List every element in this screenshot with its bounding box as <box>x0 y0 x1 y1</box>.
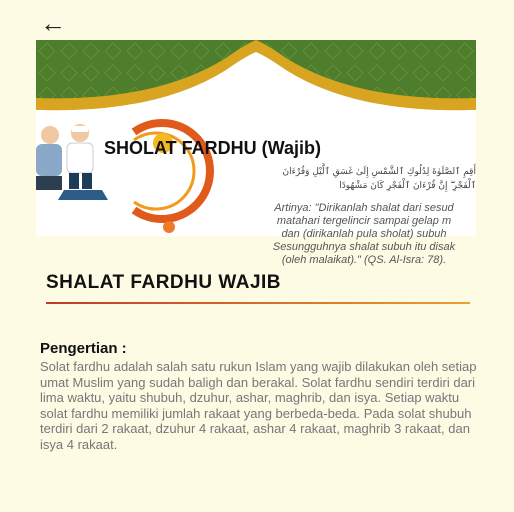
verse-translation <box>214 202 514 267</box>
pengertian-body: Solat fardhu adalah salah satu rukun Islam yang wajib dilakukan oleh setiap umat Muslim yang sudah baligh dan berakal. Solat fardhu sendiri terdiri dari lima waktu, yaitu shubuh, dzuhur, ashar, maghrib, dan isya. Setiap waktu solat fardhu memiliki jumlah rakaat yang berbeda-beda. Pada solat shubuh terdiri dari 2 rakaat, dzuhur 4 rakaat, ashar 4 rakaat, maghrib 3 rakaat, dan isya 4 rakaat. <box>40 359 477 452</box>
translation-line: dan (dirikanlah pula sholat) subuh <box>281 228 447 240</box>
title-divider <box>46 302 470 304</box>
pengertian-heading: Pengertian : <box>40 340 127 357</box>
translation-line: Sesungguhnya shalat subuh itu disak <box>272 241 456 253</box>
arabic-verse <box>212 165 476 193</box>
translation-line: (oleh malaikat)." (QS. Al-Isra: 78). <box>281 254 447 266</box>
arabic-line: أَقِمِ ٱلصَّلَوٰةَ لِدُلُوكِ ٱلشَّمْسِ إِلَىٰ غَسَقِ ٱلَّيْلِ وَقُرْءَانَ <box>282 167 476 177</box>
section-title: SHALAT FARDHU WAJIB <box>46 272 282 293</box>
arabic-line: ٱلْفَجْرِ ۖ إِنَّ قُرْءَانَ ٱلْفَجْرِ كَانَ مَشْهُودًا <box>339 181 476 191</box>
translation-line: matahari tergelincir sampai gelap m <box>276 215 452 227</box>
back-arrow-icon[interactable]: ← <box>40 8 66 38</box>
translation-line: Artinya: "Dirikanlah shalat dari sesud <box>274 202 454 214</box>
banner-title: SHOLAT FARDHU (Wajib) <box>104 138 321 158</box>
header-banner <box>36 40 476 266</box>
